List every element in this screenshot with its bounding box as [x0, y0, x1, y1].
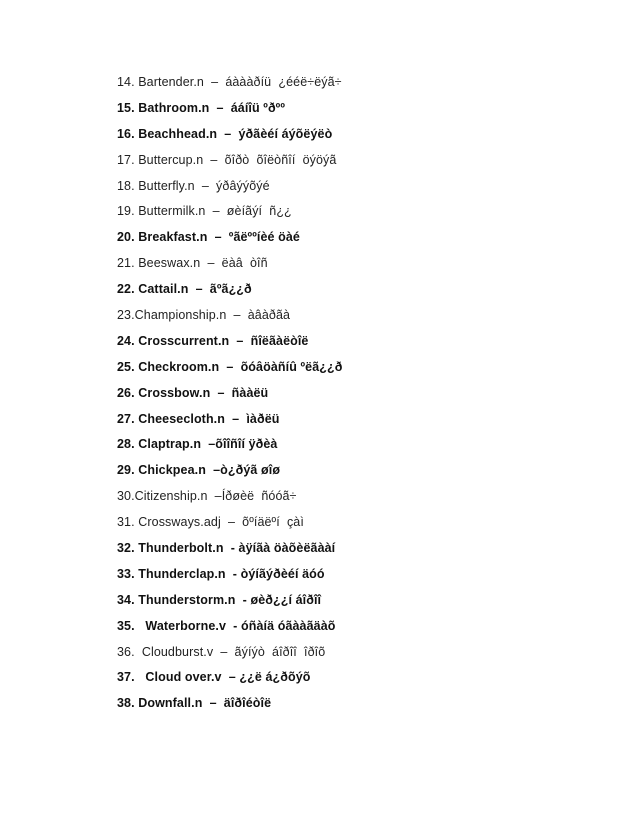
list-item: 35. Waterborne.v - óñàíä óãààãäàõ — [117, 618, 336, 633]
list-item: 31. Crossways.adj – õºíäëºí çàì — [117, 515, 304, 530]
list-item: 16. Beachhead.n – ýðãèéí áýõëýëò — [117, 126, 333, 141]
list-item: 18. Butterfly.n – ýðâýýõýé — [117, 178, 270, 193]
list-item: 22. Cattail.n – ãºã¿¿ð — [117, 282, 252, 297]
list-item: 19. Buttermilk.n – øèíãýí ñ¿¿ — [117, 204, 292, 219]
list-item: 21. Beeswax.n – ëàâ òîñ — [117, 256, 268, 271]
list-item: 20. Breakfast.n – ºãëººíèé öàé — [117, 230, 300, 245]
list-item: 37. Cloud over.v – ¿¿ë á¿ðõýõ — [117, 670, 311, 685]
list-item: 36. Cloudburst.v – ãýíýò áîðîî îðîõ — [117, 644, 326, 659]
vocabulary-list — [117, 70, 597, 717]
list-item: 24. Crosscurrent.n – ñîëãàëòîë — [117, 333, 309, 348]
list-item: 38. Downfall.n – äîðîéòîë — [117, 696, 272, 711]
list-item: 17. Buttercup.n – õîðò õîëòñîí öýöýã — [117, 152, 337, 167]
list-item: 15. Bathroom.n – ááíîü ºðºº — [117, 100, 286, 115]
list-item: 34. Thunderstorm.n - øèð¿¿í áîðîî — [117, 592, 322, 607]
list-item: 33. Thunderclap.n - òýíãýðèéí äóó — [117, 566, 325, 581]
list-item: 23.Championship.n – àâàðãà — [117, 308, 291, 323]
list-item: 28. Claptrap.n –õîîñîí ÿðèà — [117, 437, 278, 452]
list-item: 29. Chickpea.n –ò¿ðýã øîø — [117, 463, 281, 478]
list-item: 27. Cheesecloth.n – ìàðëü — [117, 411, 280, 426]
list-item: 30.Citizenship.n –Íðøèë ñóóã÷ — [117, 489, 297, 504]
list-item: 14. Bartender.n – áàààðíü ¿ééë÷ëýã÷ — [117, 75, 342, 89]
list-item: 26. Crossbow.n – ñààëü — [117, 385, 269, 400]
list-item: 25. Checkroom.n – õóâöàñíû ºëã¿¿ð — [117, 359, 343, 374]
list-item: 32. Thunderbolt.n - àÿíãà öàõèëãààí — [117, 541, 336, 556]
